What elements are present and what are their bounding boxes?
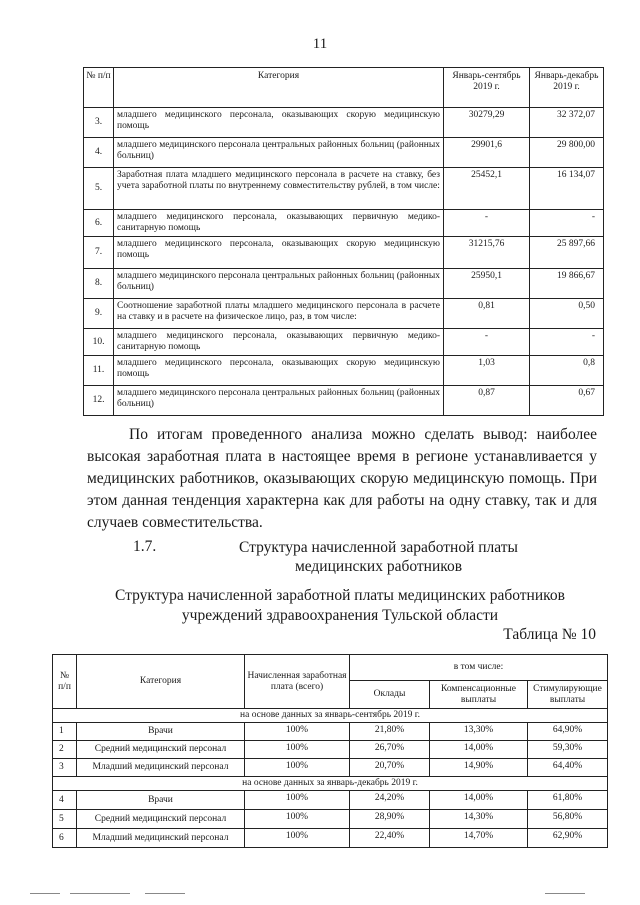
value-jan-dec: - xyxy=(530,210,604,237)
value-compensation: 14,90% xyxy=(430,759,528,777)
value-incentive: 62,90% xyxy=(528,829,608,848)
table-row xyxy=(84,329,604,356)
value-compensation: 14,30% xyxy=(430,810,528,829)
table-row xyxy=(84,299,604,329)
footer-divider xyxy=(145,893,185,894)
table-row xyxy=(84,210,604,237)
table-row xyxy=(53,723,608,741)
value-salaries: 21,80% xyxy=(350,723,430,741)
row-category: младшего медицинского персонала, оказывающих скорую медицинскую помощь xyxy=(114,108,444,138)
table-row xyxy=(84,237,604,269)
table-label: Таблица № 10 xyxy=(503,626,596,643)
header-incentive: Стимулирующие выплаты xyxy=(528,681,608,709)
value-salaries: 22,40% xyxy=(350,829,430,848)
value-jan-sep: 0,81 xyxy=(444,299,530,329)
row-number: 4. xyxy=(84,138,114,168)
row-number: 6. xyxy=(84,210,114,237)
row-category: Младший медицинский персонал xyxy=(77,829,245,848)
value-total: 100% xyxy=(245,723,350,741)
row-number: 10. xyxy=(84,329,114,356)
value-jan-sep: - xyxy=(444,329,530,356)
footer-divider xyxy=(30,893,60,894)
table-row xyxy=(53,791,608,810)
row-category: Средний медицинский персонал xyxy=(77,741,245,759)
table-row xyxy=(84,356,604,386)
table-row xyxy=(53,759,608,777)
value-compensation: 14,00% xyxy=(430,741,528,759)
header-compensation: Компенсационные выплаты xyxy=(430,681,528,709)
value-total: 100% xyxy=(245,759,350,777)
value-salaries: 26,70% xyxy=(350,741,430,759)
row-number: 11. xyxy=(84,356,114,386)
row-number: 12. xyxy=(84,386,114,416)
row-category: младшего медицинского персонала центральных районных больниц (районных больниц) xyxy=(114,386,444,416)
header-including: в том числе: xyxy=(350,655,608,681)
header-num: № п/п xyxy=(84,68,114,108)
row-category: Врачи xyxy=(77,791,245,810)
section-title: Структура начисленной заработной платы медицинских работников xyxy=(239,539,518,575)
footer-divider xyxy=(70,893,130,894)
row-category: младшего медицинского персонала центральных районных больниц (районных больниц) xyxy=(114,269,444,299)
table-row xyxy=(84,138,604,168)
value-jan-dec: - xyxy=(530,329,604,356)
value-compensation: 13,30% xyxy=(430,723,528,741)
value-jan-dec: 0,8 xyxy=(530,356,604,386)
value-jan-dec: 32 372,07 xyxy=(530,108,604,138)
table-row xyxy=(84,386,604,416)
row-category: младшего медицинского персонала, оказывающих первичную медико-санитарную помощь xyxy=(114,210,444,237)
header-total: Начисленная заработная плата (всего) xyxy=(245,655,350,709)
row-number: 4 xyxy=(53,791,77,810)
section-title: на основе данных за январь-декабрь 2019 г. xyxy=(53,777,608,791)
table-row xyxy=(53,741,608,759)
row-category: младшего медицинского персонала, оказывающих скорую медицинскую помощь xyxy=(114,237,444,269)
row-number: 2 xyxy=(53,741,77,759)
salary-structure-table xyxy=(52,654,608,848)
value-jan-dec: 29 800,00 xyxy=(530,138,604,168)
value-salaries: 24,20% xyxy=(350,791,430,810)
value-total: 100% xyxy=(245,791,350,810)
header-jan-dec: Январь-декабрь 2019 г. xyxy=(530,68,604,108)
value-jan-sep: 0,87 xyxy=(444,386,530,416)
row-category: Заработная плата младшего медицинского персонала в расчете на ставку, без учета заработной платы по внутреннему совместительству рублей, в том числе: xyxy=(114,168,444,210)
value-jan-sep: 30279,29 xyxy=(444,108,530,138)
value-incentive: 64,90% xyxy=(528,723,608,741)
row-category: Средний медицинский персонал xyxy=(77,810,245,829)
header-category: Категория xyxy=(114,68,444,108)
section-row xyxy=(53,777,608,791)
value-total: 100% xyxy=(245,741,350,759)
row-category: младшего медицинского персонала, оказывающих скорую медицинскую помощь xyxy=(114,356,444,386)
header-num: № п/п xyxy=(53,655,77,709)
table-row xyxy=(84,108,604,138)
value-incentive: 64,40% xyxy=(528,759,608,777)
header-salaries: Оклады xyxy=(350,681,430,709)
value-jan-sep: 1,03 xyxy=(444,356,530,386)
value-jan-sep: 31215,76 xyxy=(444,237,530,269)
row-category: Соотношение заработной платы младшего медицинского персонала в расчете на ставку и в расчете на физическое лицо, раз, в том числе: xyxy=(114,299,444,329)
header-category: Категория xyxy=(77,655,245,709)
value-jan-sep: 25452,1 xyxy=(444,168,530,210)
value-compensation: 14,70% xyxy=(430,829,528,848)
row-number: 8. xyxy=(84,269,114,299)
salary-table xyxy=(83,67,604,416)
value-jan-dec: 25 897,66 xyxy=(530,237,604,269)
value-salaries: 20,70% xyxy=(350,759,430,777)
row-number: 6 xyxy=(53,829,77,848)
header-jan-sep: Январь-сентябрь 2019 г. xyxy=(444,68,530,108)
value-incentive: 56,80% xyxy=(528,810,608,829)
value-jan-dec: 0,50 xyxy=(530,299,604,329)
table-caption: Структура начисленной заработной платы медицинских работников учреждений здравоохранения Тульской области xyxy=(115,587,565,624)
page-number: 11 xyxy=(312,36,328,52)
value-jan-sep: - xyxy=(444,210,530,237)
row-number: 3. xyxy=(84,108,114,138)
value-total: 100% xyxy=(245,829,350,848)
row-category: младшего медицинского персонала, оказывающих первичную медико-санитарную помощь xyxy=(114,329,444,356)
value-jan-sep: 29901,6 xyxy=(444,138,530,168)
row-number: 1 xyxy=(53,723,77,741)
footer-divider xyxy=(545,893,585,894)
table-row xyxy=(53,829,608,848)
conclusion-paragraph: По итогам проведенного анализа можно сделать вывод: наиболее высокая заработная плата в настоящее время в регионе устанавливается у медицинских работников, оказывающих скорую медицинскую помощь. При этом данная тенденция характерна как для работы на одну ставку, так и для случаев совместительства. xyxy=(87,426,597,531)
table-row xyxy=(53,810,608,829)
value-jan-dec: 19 866,67 xyxy=(530,269,604,299)
value-total: 100% xyxy=(245,810,350,829)
section-number: 1.7. xyxy=(133,538,157,555)
value-jan-dec: 16 134,07 xyxy=(530,168,604,210)
value-incentive: 61,80% xyxy=(528,791,608,810)
row-number: 9. xyxy=(84,299,114,329)
value-jan-dec: 0,67 xyxy=(530,386,604,416)
section-row xyxy=(53,709,608,723)
row-category: младшего медицинского персонала центральных районных больниц (районных больниц) xyxy=(114,138,444,168)
value-incentive: 59,30% xyxy=(528,741,608,759)
value-jan-sep: 25950,1 xyxy=(444,269,530,299)
row-category: Младший медицинский персонал xyxy=(77,759,245,777)
row-number: 5. xyxy=(84,168,114,210)
section-title: на основе данных за январь-сентябрь 2019 г. xyxy=(53,709,608,723)
row-category: Врачи xyxy=(77,723,245,741)
table-row xyxy=(84,168,604,210)
table-row xyxy=(84,269,604,299)
row-number: 5 xyxy=(53,810,77,829)
row-number: 7. xyxy=(84,237,114,269)
value-salaries: 28,90% xyxy=(350,810,430,829)
value-compensation: 14,00% xyxy=(430,791,528,810)
row-number: 3 xyxy=(53,759,77,777)
